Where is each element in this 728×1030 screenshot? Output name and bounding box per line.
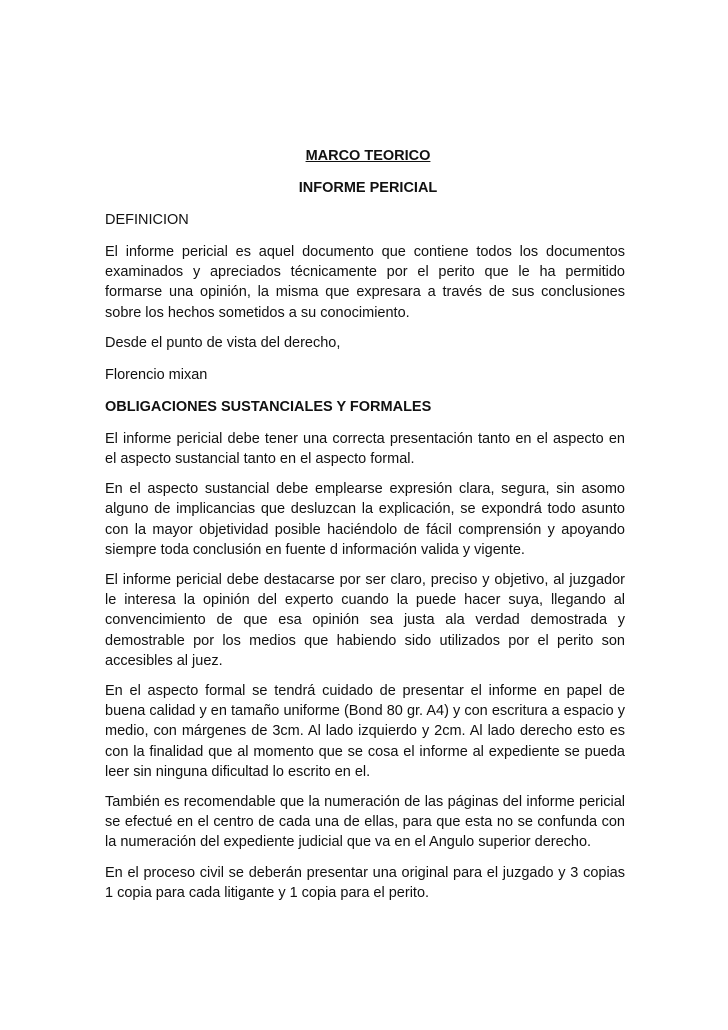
section-heading-obligaciones: OBLIGACIONES SUSTANCIALES Y FORMALES — [105, 398, 432, 415]
paragraph-aspecto-sustancial: En el aspecto sustancial debe emplearse expresión clara, segura, sin asomo alguno de implicancias que desluzcan la explicación, se expondrá todo asunto con la mayor objetividad posible haciéndolo de fácil comprensión y apoyando siempre toda conclusión en fuente d información valida y vigente. — [105, 481, 625, 558]
paragraph-numeracion: También es recomendable que la numeración de las páginas del informe pericial se efectué en el centro de cada una de ellas, para que esta no se confunda con la numeración del expediente judicial que va en el Angulo superior derecho. — [105, 794, 625, 851]
paragraph-definicion: El informe pericial es aquel documento que contiene todos los documentos examinados y apreciados técnicamente por el perito que le ha permitido formarse una opinión, la misma que expresara a través de sus conclusiones sobre los hechos sometidos a su conocimiento. — [105, 244, 625, 321]
paragraph-aspecto-formal: En el aspecto formal se tendrá cuidado de presentar el informe en papel de buena calidad y en tamaño uniforme (Bond 80 gr. A4) y con escritura a espacio y medio, con márgenes de 3cm. Al lado izquierdo y 2cm. Al lado derecho esto es con la finalidad que al momento que se cosa el informe al expediente se pueda leer sin ninguna dificultad lo escrito en el. — [105, 683, 625, 780]
paragraph-claridad: El informe pericial debe destacarse por ser claro, preciso y objetivo, al juzgador le interesa la opinión del experto cuando la puede hacer suya, llegando al convencimiento de que esa opinión sea justa ala verdad demostrada y demostrable por los medios que habiendo sido utilizados por el perito son accesibles al juez. — [105, 572, 625, 669]
document-subtitle: INFORME PERICIAL — [298, 180, 438, 196]
document-title: MARCO TEORICO — [305, 148, 431, 164]
paragraph-presentacion: El informe pericial debe tener una correcta presentación tanto en el aspecto en el aspecto sustancial tanto en el aspecto formal. — [105, 430, 625, 468]
section-heading-definicion: DEFINICION — [105, 212, 189, 228]
document-page — [105, 146, 625, 913]
paragraph-autor: Florencio mixan — [105, 366, 208, 383]
paragraph-derecho: Desde el punto de vista del derecho, — [105, 334, 341, 351]
paragraph-proceso-civil: En el proceso civil se deberán presentar una original para el juzgado y 3 copias 1 copia para cada litigante y 1 copia para el perito. — [105, 864, 625, 901]
